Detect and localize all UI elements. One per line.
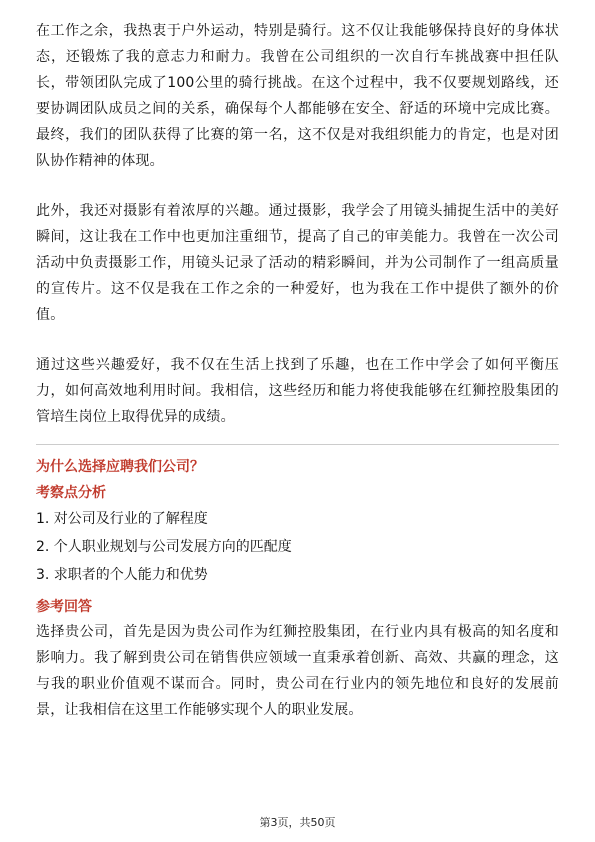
answer-text: 选择贵公司，首先是因为贵公司作为红狮控股集团，在行业内具有极高的知名度和影响力。我了解到贵公司在销售供应领域一直秉承着创新、高效、共赢的理念，这与我的职业价值观不谋而合。同时，贵公司在行业内的领先地位和良好的发展前景，让我相信在这里工作能够实现个人的职业发展。 [36,624,559,718]
paragraph-summary: 通过这些兴趣爱好，我不仅在生活上找到了乐趣，也在工作中学会了如何平衡压力，如何高效地利用时间。我相信，这些经历和能力将使我能够在红狮控股集团的管培生岗位上取得优异的成绩。 [36,357,559,425]
question-title: 为什么选择应聘我们公司？ [36,459,204,475]
paragraph-gap [36,328,559,352]
analysis-item: 2. 个人职业规划与公司发展方向的匹配度 [36,539,292,555]
document-page [36,18,559,723]
answer-heading: 参考回答 [36,599,92,615]
analysis-item: 3. 求职者的个人能力和优势 [36,567,208,583]
page-number: 第3页，共50页 [259,816,336,829]
paragraph-cycling: 在工作之余，我热衷于户外运动，特别是骑行。这不仅让我能够保持良好的身体状态，还锻炼了我的意志力和耐力。我曾在公司组织的一次自行车挑战赛中担任队长，带领团队完成了100公里的骑行挑战。在这个过程中，我不仅要规划路线，还要协调团队成员之间的关系，确保每个人都能够在安全、舒适的环境中完成比赛。最终，我们的团队获得了比赛的第一名，这不仅是对我组织能力的肯定，也是对团队协作精神的体现。 [36,23,559,169]
analysis-list [36,505,559,589]
section-divider [36,444,559,445]
analysis-heading: 考察点分析 [36,485,106,501]
paragraph-photography: 此外，我还对摄影有着浓厚的兴趣。通过摄影，我学会了用镜头捕捉生活中的美好瞬间，这让我在工作中也更加注重细节，提高了自己的审美能力。我曾在一次公司活动中负责摄影工作，用镜头记录了活动的精彩瞬间，并为公司制作了一组高质量的宣传片。这不仅是我在工作之余的一种爱好，也为我在工作中提供了额外的价值。 [36,203,559,323]
analysis-item: 1. 对公司及行业的了解程度 [36,511,208,527]
paragraph-gap [36,174,559,198]
